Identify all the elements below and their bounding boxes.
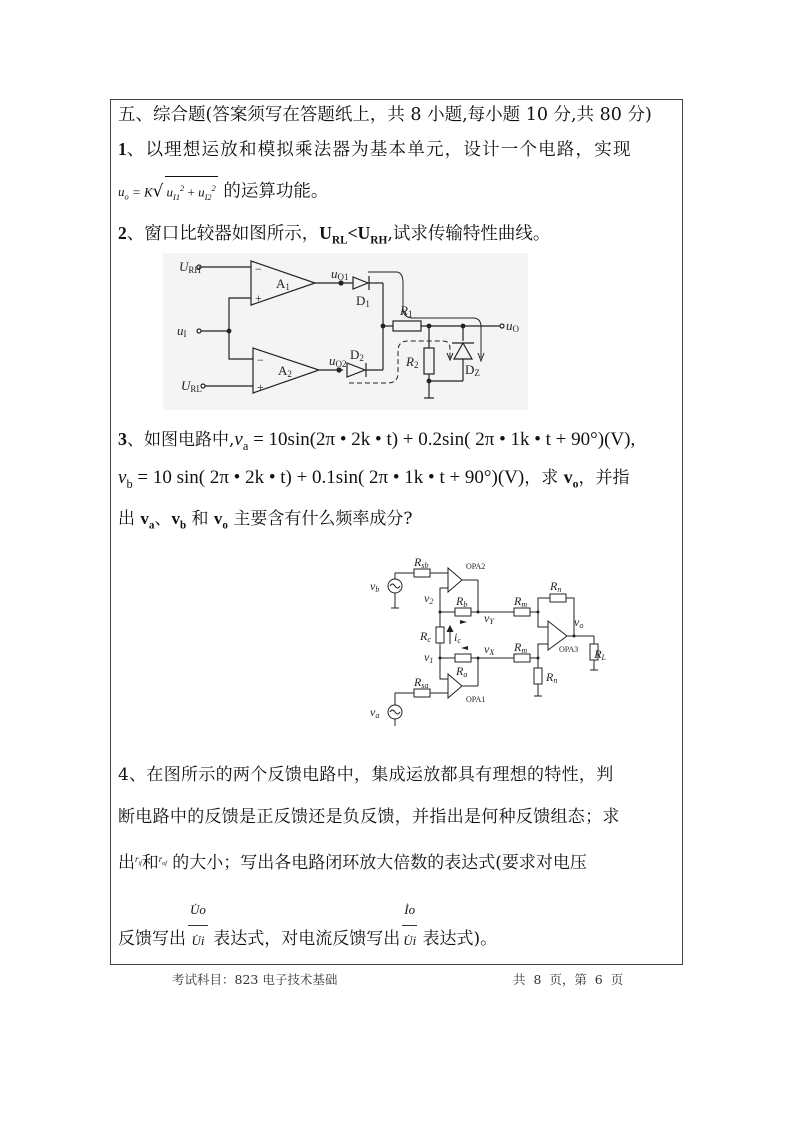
label-opa2: OPA2 [466, 562, 486, 571]
vo-bold: $v_o$ [213, 509, 228, 532]
label-va: va [370, 705, 380, 720]
va-expression: = 10sin(2π • 2k • t) + 0.2sin( 2π • 1k • t + 90°)(V), [248, 429, 636, 450]
label-v1: v1 [424, 650, 434, 665]
label-uo2: uO2 [329, 353, 347, 369]
question-3-ask-suffix: ，并指 [578, 468, 630, 488]
label-v2: v2 [424, 591, 434, 606]
label-a1: A1 [276, 276, 290, 292]
question-4-line-3: 出$^{r_{if}}$和$^{r_{of}}$ 的大小；写出各电路闭环放大倍数的表达式(要求对电压 [118, 853, 587, 873]
opamp-opa2 [448, 568, 462, 592]
question-1-formula [118, 176, 328, 208]
label-opa3: OPA3 [559, 645, 579, 654]
question-4-line-2: 断电路中的反馈是正反馈还是负反馈，并指出是何种反馈组态；求 [118, 807, 620, 827]
label-rn-feedback: Rn [550, 579, 562, 594]
rof-symbol: rof [158, 854, 167, 867]
vb-bold: $v_b$ [171, 509, 187, 532]
condition-url: $U_{RL}$ [319, 223, 348, 247]
resistor-rb [455, 608, 471, 616]
resistor-rm-top [514, 608, 530, 616]
sqrt-symbol: √ [152, 181, 164, 202]
label-ra: Ra [456, 664, 468, 679]
question-2-line [118, 222, 550, 252]
question-2-number: 2 [118, 223, 127, 243]
label-d2: D2 [350, 347, 364, 363]
formula-uo: $u_o$ [118, 184, 129, 202]
resistor-r2 [424, 348, 434, 374]
vb-symbol: $v_b$ [118, 467, 133, 491]
vo-symbol: $v_o$ [563, 467, 579, 491]
label-d1: D1 [356, 293, 370, 309]
label-ui: uI [177, 323, 187, 339]
question-1-text-suffix: 的运算功能。 [217, 181, 329, 202]
condition-less-than: < [347, 223, 358, 243]
va-symbol: $v_a$ [234, 429, 249, 453]
label-rc: Rc [420, 629, 431, 644]
question-3-ask: ，求 [524, 468, 564, 488]
label-rsa: Rsa [414, 675, 429, 690]
question-3-text-prefix: 、如图电路中, [127, 430, 235, 450]
label-opa1: OPA1 [466, 695, 486, 704]
section-heading: 五、综合题(答案须写在答题纸上，共 8 小题,每小题 10 分,共 80 分) [118, 105, 652, 125]
window-comparator-diagram [163, 253, 528, 410]
label-url: URL [181, 378, 202, 394]
question-3-line-3: 出 $v_a$、$v_b$ 和 $v_o$ 主要含有什么频率成分? [118, 509, 413, 532]
resistor-rm-bottom [514, 654, 530, 662]
footer-subject: 考试科目：823 电子技术基础 [172, 972, 338, 987]
voltage-gain-fraction: $\frac{U̇o}{U̇i}$ [188, 895, 208, 956]
label-dz: DZ [465, 362, 480, 378]
label-rsb: Rsb [414, 555, 429, 570]
label-rm-bottom: Rm [514, 640, 528, 655]
question-1-number: 1 [118, 139, 127, 159]
question-1-text: 、以理想运放和模拟乘法器为基本单元，设计一个电路，实现 [126, 140, 632, 160]
formula-radicand: $u_{I1}^2 + u_{I2}^2$ [165, 176, 218, 208]
formula-eq-k: = K [128, 184, 153, 200]
question-2-text-prefix: 、窗口比较器如图所示， [126, 224, 320, 244]
transconductance-fraction: $\frac{İo}{U̇i}$ [402, 895, 417, 956]
question-1-line-1 [118, 138, 632, 161]
label-uo1: uO1 [331, 266, 349, 282]
a1-plus-label: + [255, 291, 262, 305]
condition-urh: $U_{RH}$ [357, 223, 388, 247]
question-4-line-1: 4、在图所示的两个反馈电路中，集成运放都具有理想的特性，判 [118, 765, 614, 785]
label-rl: RL [594, 647, 606, 662]
label-vx: vX [484, 642, 495, 657]
footer-page-number: 共 8 页，第 6 页 [513, 972, 624, 987]
instrumentation-amplifier-diagram [362, 548, 606, 728]
resistor-r1 [393, 321, 421, 331]
resistor-rn-ground [534, 668, 542, 684]
label-r2: R2 [406, 354, 419, 370]
label-vo: vo [574, 615, 584, 630]
label-r1: R1 [400, 303, 413, 319]
resistor-ra [455, 654, 471, 662]
rif-symbol: rif [135, 854, 142, 867]
question-3-line-1 [118, 428, 635, 457]
question-2-text-suffix: ,试求传输特性曲线。 [387, 224, 551, 244]
vb-expression: = 10 sin( 2π • 2k • t) + 0.1sin( 2π • 1k • t + 90°)(V) [132, 467, 525, 488]
a2-plus-label: + [257, 380, 264, 394]
label-rm-top: Rm [514, 594, 528, 609]
question-3-number: 3 [118, 429, 127, 449]
question-3-line-2 [118, 466, 629, 496]
label-vb: vb [370, 579, 380, 594]
label-a2: A2 [278, 363, 292, 379]
label-vy: vY [484, 611, 494, 626]
label-uo: uO [506, 318, 519, 334]
resistor-rc [436, 627, 444, 643]
resistor-rsa [414, 689, 430, 697]
resistor-rsb [414, 569, 430, 577]
a2-minus-label: − [257, 353, 264, 367]
resistor-rn-feedback [550, 594, 566, 602]
a1-minus-label: − [255, 262, 262, 276]
label-rn-ground: Rn [546, 670, 558, 685]
label-urh: URH [179, 259, 201, 275]
label-ic: ic [454, 630, 461, 645]
va-bold: $v_a$ [140, 509, 155, 532]
question-4-line-4: 反馈写出 $\frac{U̇o}{U̇i}$ 表达式，对电流反馈写出 $\frac{İo}{U̇i}$ 表达式)。 [118, 895, 497, 956]
label-rb: Rb [456, 594, 468, 609]
